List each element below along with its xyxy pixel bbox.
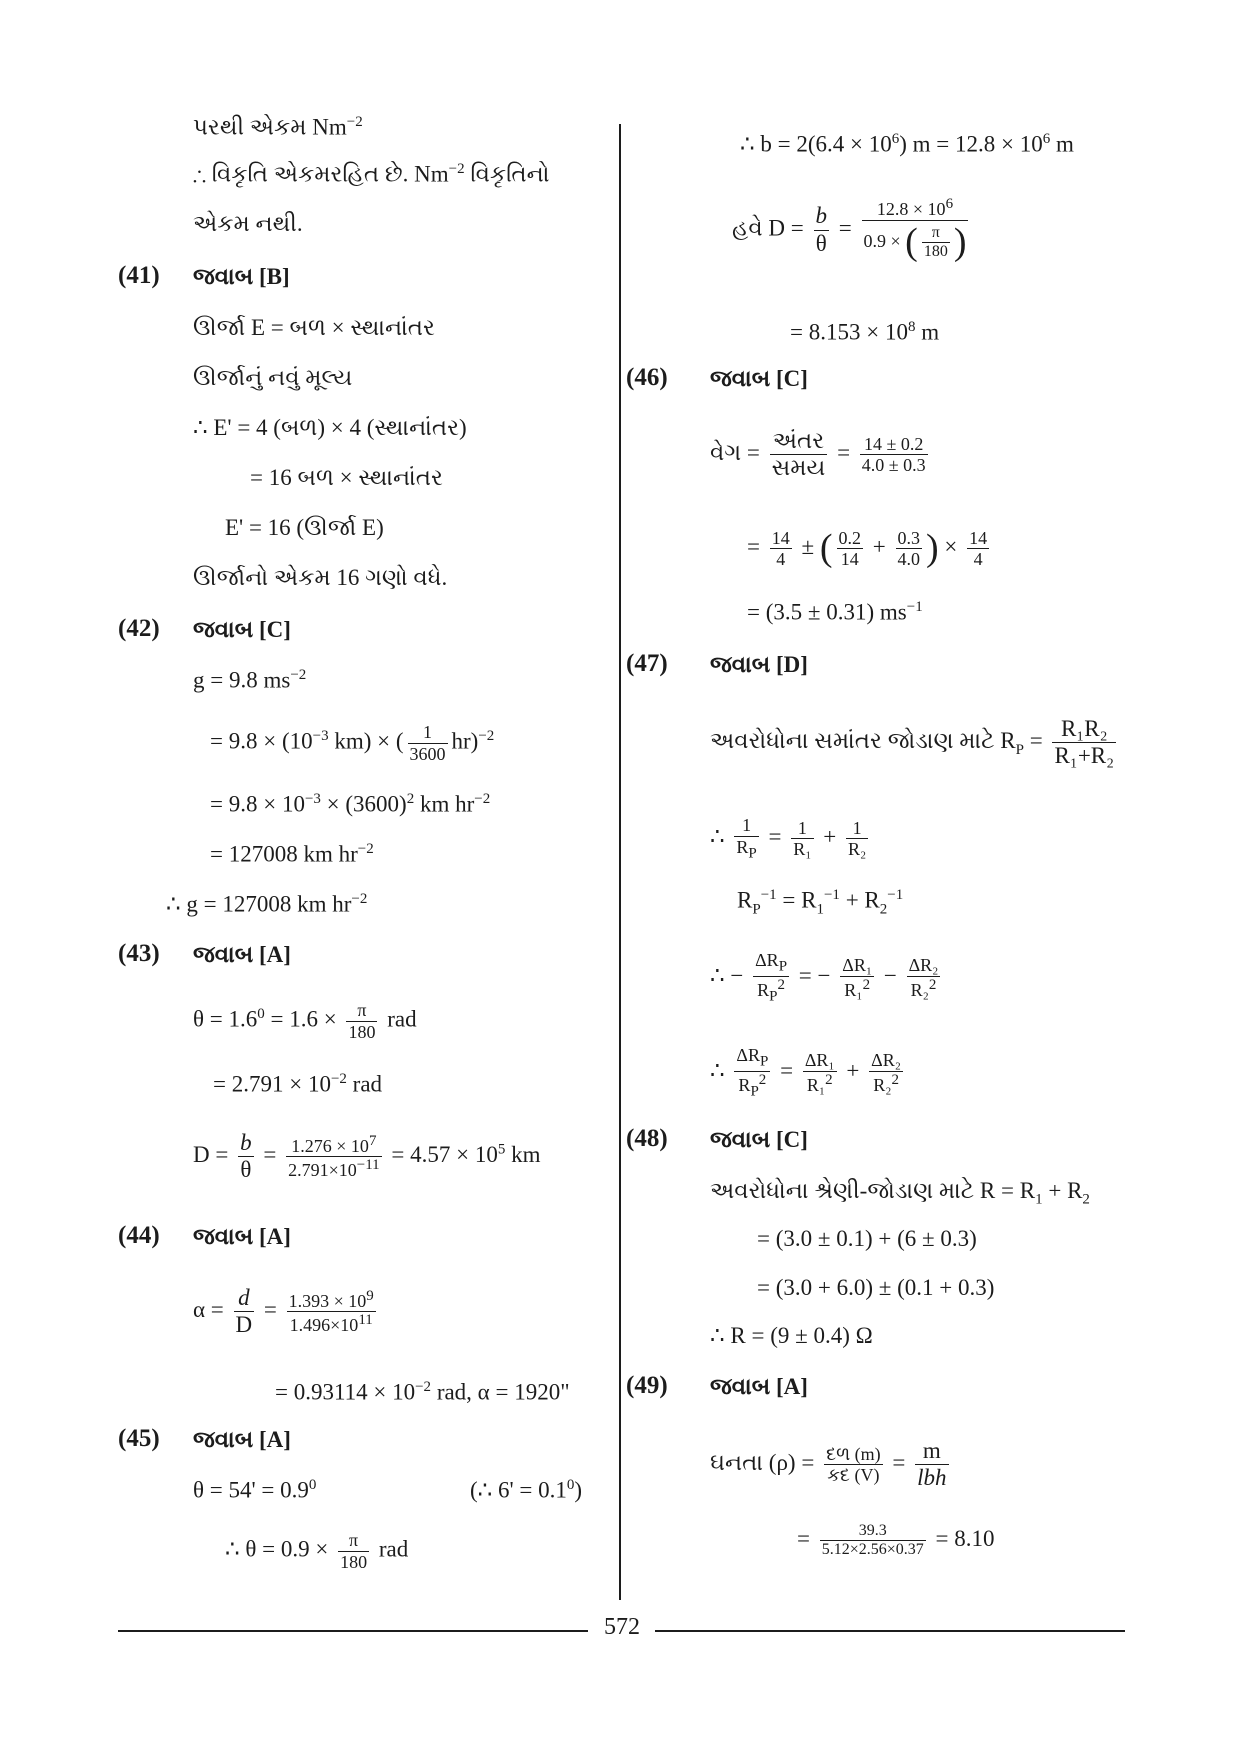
equation-line: = $\frac{14}{4}$ ± ( $\frac{0.2}{14}$ + $\frac{0.3}{4.0}$ ) × $\frac{14}{4}$	[747, 527, 988, 570]
question-number: (44)	[118, 1222, 160, 1249]
equation-line: ∴ E' = 4 (બળ) × 4 (સ્થાનાંતર)	[193, 415, 467, 440]
fraction: m lbh	[917, 1438, 947, 1491]
answer-label: જવાબ [C]	[710, 366, 808, 391]
equation-line: $\theta = 1.6^0 = 1.6$ × $\frac{\pi}{180}$ rad	[193, 1000, 417, 1042]
fraction: $\frac{1}{\text{R₂}}$	[848, 817, 867, 860]
answer-label: જવાબ [D]	[710, 652, 808, 677]
fraction: $\frac{\text{ΔR₂}}{R_2^2}$	[871, 1050, 902, 1095]
fraction: $\frac{14 \pm 0.2}{4.0 \pm 0.3}$	[861, 433, 926, 476]
fraction: $12.8 \times 10^6$ 0.9 × ( $\frac{\pi}{180}$ )	[863, 196, 967, 263]
intro-line-1: પરથી એકમ $Nm^{-2}$	[193, 114, 363, 140]
equation-line: α = $\frac{d}{D}$ = $\frac{1.393 \times 10^9}{1.496\times 10^{11}}$	[193, 1285, 374, 1338]
equation-line: $\theta = 54' = 0.9^0$	[193, 1477, 317, 1503]
answer-label: જવાબ [C]	[710, 1127, 808, 1152]
equation-line: E' = 16 (ઊર્જા E)	[225, 515, 384, 540]
footer-rule-left	[118, 1630, 588, 1632]
fraction: $\frac{0.2}{14}$	[838, 527, 862, 570]
fraction: $\frac{39.3}{5.12\times 2.56\times 0.37}$	[821, 1522, 924, 1559]
equation-line: ∴ θ = 0.9 × $\frac{\pi}{180}$ rad	[225, 1530, 409, 1572]
right-column	[622, 0, 1241, 1600]
question-number: (42)	[118, 615, 160, 642]
question-number: (47)	[626, 650, 668, 677]
fraction: $\frac{\text{ΔR₁}}{R_1^2}$	[804, 1050, 835, 1095]
answer-label: જવાબ [C]	[193, 617, 291, 642]
page-number: 572	[604, 1614, 640, 1640]
equation-note: (∴ $6' = 0.1^0$)	[470, 1477, 583, 1503]
text-line: ઊર્જાનો એકમ 16 ગણો વધે.	[193, 565, 448, 590]
left-column	[0, 0, 620, 1600]
intro-line-3: એકમ નથી.	[193, 211, 303, 236]
question-number: (46)	[626, 364, 668, 391]
answer-label: જવાબ [A]	[193, 1224, 291, 1249]
fraction: $\frac{1}{3600}$	[409, 722, 446, 764]
equation-line: = (3.0 + 6.0) ± (0.1 + 0.3)	[757, 1275, 995, 1300]
equation-line: $R_P^{-1} = R_1^{-1} + R_2^{-1}$	[737, 887, 904, 918]
equation-line: = $8.153 \times 10^8$ m	[790, 319, 940, 345]
fraction: $\frac{0.3}{4.0}$	[897, 527, 920, 570]
equation-line: ઊર્જા E = બળ × સ્થાનાંતર	[193, 315, 435, 340]
equation-line: ∴ $b = 2(6.4 \times 10^6)$ $m = 12.8 \times 10^6$ m	[740, 131, 1074, 157]
fraction: $\frac{14}{4}$	[771, 527, 790, 570]
answer-label: જવાબ [B]	[193, 264, 290, 289]
question-number: (41)	[118, 262, 160, 289]
fraction: $\frac{b}{\theta}$	[815, 203, 828, 256]
fraction: $\frac{1}{R_P}$	[736, 815, 757, 862]
equation-line: ∴ $\Delta R_P$ $R_P^2$ = $\frac{\text{ΔR₁}}{R_1^2}$ + $\frac{\text{ΔR₂}}{R_2^2}$	[710, 1045, 902, 1100]
fraction: $\frac{\text{ΔR₂}}{R_2^2}$	[908, 955, 939, 1000]
equation-line: D = $\frac{b}{\theta}$ = $\frac{1.276 \times 10^7}{2.791\times 10^{-11}}$ = $4.57 \times 10^5$ km	[193, 1130, 541, 1183]
answer-label: જવાબ [A]	[710, 1374, 808, 1399]
equation-line: g = 9.8 $ms^{-2}$	[193, 667, 307, 693]
answer-label: જવાબ [A]	[193, 1427, 291, 1452]
equation-line: અવરોધોના સમાંતર જોડાણ માટે $R_P$ = $\frac{\text{R₁R₂}}{\text{R₁+R₂}}$	[710, 716, 1115, 769]
fraction: $\frac{\text{R₁R₂}}{\text{R₁+R₂}}$	[1054, 716, 1115, 769]
equation-line: હવે D = $\frac{b}{\theta}$ = $12.8 \times 10^6$ 0.9 × ( $\frac{\pi}{180}$ )	[732, 196, 967, 263]
equation-line: ઘનતા (ρ) = દળ (m) કદ (V) = m lbh	[710, 1438, 947, 1491]
question-number: (45)	[118, 1425, 160, 1452]
fraction: $\frac{\pi}{180}$	[348, 1000, 376, 1042]
equation-line: ∴ $\frac{1}{R_P}$ = $\frac{1}{\text{R₁}}$ + $\frac{1}{\text{R₂}}$	[710, 815, 867, 862]
fraction: $\frac{14}{4}$	[969, 527, 988, 570]
question-number: (49)	[626, 1372, 668, 1399]
equation-line: = $9.8 \times (10^{-3}$ km) × ( $\frac{1}{3600}$ hr)$^{-2}$	[210, 722, 495, 764]
equation-line: = $2.791 \times 10^{-2}$ rad	[213, 1071, 383, 1097]
equation-line: = 127008 km $hr^{-2}$	[210, 841, 374, 867]
column-divider	[619, 124, 621, 1600]
question-number: (48)	[626, 1125, 668, 1152]
fraction: $\frac{1.276 \times 10^7}{2.791\times 10^{-11}}$	[288, 1132, 380, 1181]
fraction: $\Delta R_P$ $R_P^2$	[755, 950, 788, 1005]
equation-line: ∴ R = (9 ± 0.4) Ω	[710, 1323, 873, 1348]
equation-line: = $0.93114 \times 10^{-2}$ rad, α = 1920"	[275, 1379, 570, 1405]
equation-line: ∴ − $\Delta R_P$ $R_P^2$ = − $\frac{\text{ΔR₁}}{R_1^2}$ − $\frac{\text{ΔR₂}}{R_2^2}$	[710, 950, 939, 1005]
fraction: $\frac{\pi}{180}$	[923, 223, 948, 261]
question-number: (43)	[118, 940, 160, 967]
equation-line: ∴ g = 127008 km $hr^{-2}$	[166, 891, 368, 917]
fraction: અંતર સમય	[771, 428, 826, 481]
fraction: $\frac{1.393 \times 10^9}{1.496\times 10^{11}}$	[288, 1287, 374, 1336]
equation-line: = (3.0 ± 0.1) + (6 ± 0.3)	[757, 1226, 977, 1251]
answer-label: જવાબ [A]	[193, 942, 291, 967]
equation-line: = $9.8 \times 10^{-3} \times (3600)^2$ km $hr^{-2}$	[210, 791, 491, 817]
fraction: $\frac{\text{ΔR₁}}{R_1^2}$	[842, 955, 873, 1000]
fraction: $\frac{1}{\text{R₁}}$	[793, 817, 812, 860]
equation-line: વેગ = અંતર સમય = $\frac{14 \pm 0.2}{4.0 \pm 0.3}$	[710, 428, 926, 481]
intro-line-2: ∴ વિકૃતિ એકમરહિત છે. $Nm^{-2}$ વિકૃતિનો	[193, 161, 550, 187]
fraction: $\frac{b}{\theta}$	[240, 1130, 252, 1183]
footer-rule-right	[655, 1630, 1125, 1632]
fraction: દળ (m) કદ (V)	[826, 1443, 881, 1486]
fraction: $\frac{\pi}{180}$	[340, 1530, 368, 1572]
equation-line: = 16 બળ × સ્થાનાંતર	[250, 465, 443, 490]
equation-line: = $\frac{39.3}{5.12\times 2.56\times 0.37}$ = 8.10	[797, 1522, 995, 1559]
text-line: ઊર્જાનું નવું મૂલ્ય	[193, 365, 353, 390]
equation-line: અવરોધોના શ્રેણી-જોડાણ માટે $R = R_1 + R_2$	[710, 1178, 1090, 1208]
fraction: $\frac{d}{D}$	[235, 1285, 253, 1338]
equation-line: = (3.5 ± 0.31) $ms^{-1}$	[747, 599, 923, 625]
fraction: $\Delta R_P$ $R_P^2$	[736, 1045, 769, 1100]
